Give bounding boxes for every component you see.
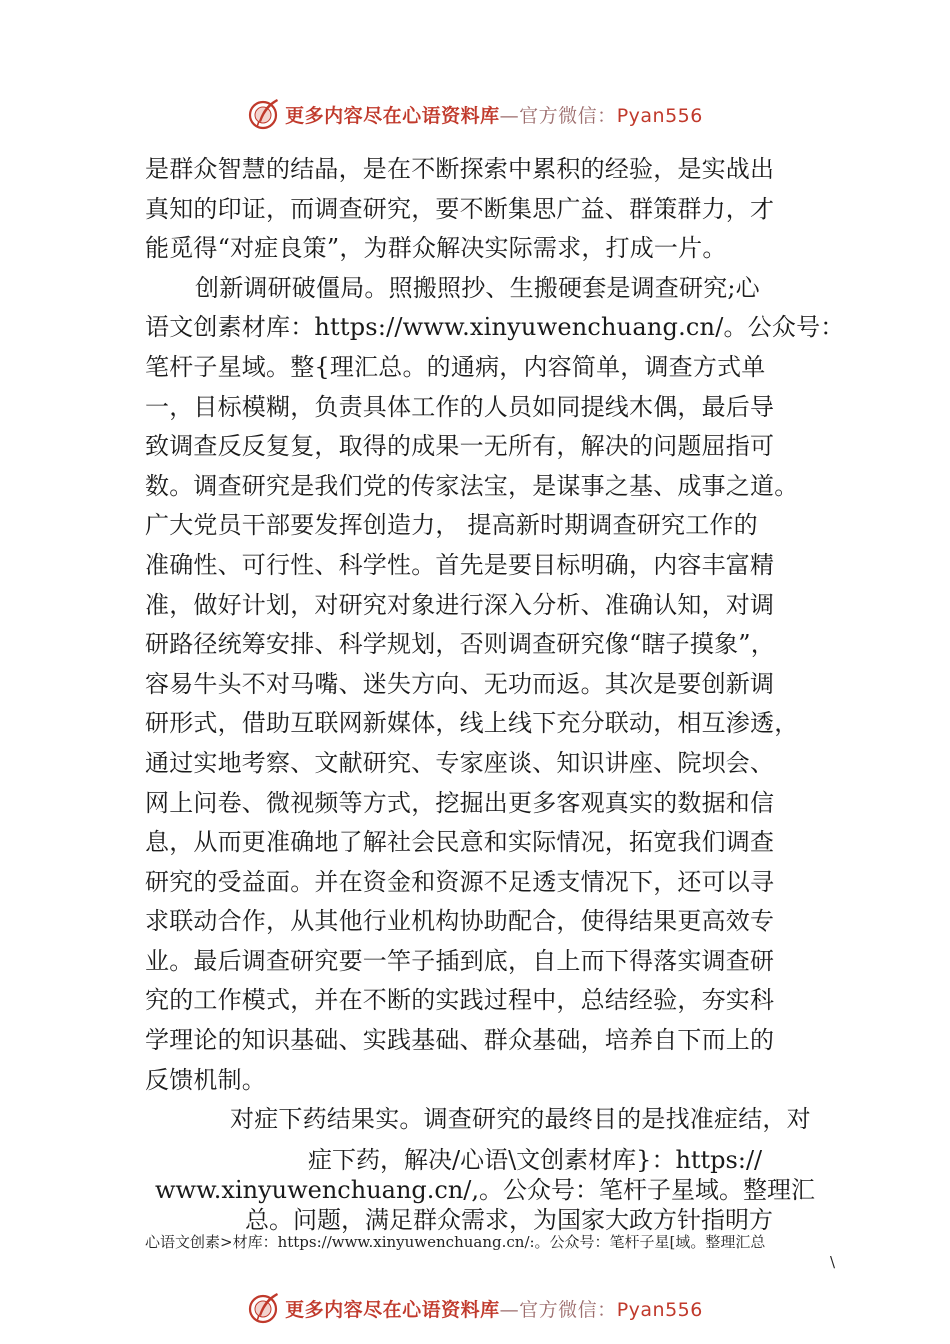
document-tail	[145, 1145, 825, 1235]
text-line: 通过实地考察、文献研究、专家座谈、知识讲座、院坝会、	[145, 748, 775, 777]
text-line: 真知的印证，而调查研究，要不断集思广益、群策群力，才	[145, 194, 775, 223]
text-line: 笔杆子星域。整{理汇总。的通病，内容简单，调查方式单	[145, 352, 766, 381]
feather-seal-logo-icon	[247, 1291, 281, 1325]
text-line: 网上问卷、微视频等方式，挖掘出更多客观真实的数据和信	[145, 788, 775, 817]
text-line: 是群众智慧的结晶，是在不断探索中累积的经验，是实战出	[145, 155, 775, 183]
text-line: 准确性、可行性、科学性。首先是要目标明确，内容丰富精	[145, 550, 775, 579]
banner-text	[285, 1295, 703, 1322]
footnote-text: 心语文创素>材库：https://www.xinyuwenchuang.cn/:。公众号：笔杆子星[域。整理汇总	[145, 1233, 766, 1251]
text-line: 研路径统筹安排、科学规划，否则调查研究像“瞎子摸象”，	[145, 630, 775, 659]
footer-banner	[0, 1288, 950, 1328]
text-line: 数。调查研究是我们党的传家法宝，是谋事之基、成事之道。	[145, 471, 799, 500]
text-line: 研究的受益面。并在资金和资源不足透支情况下，还可以寻	[145, 867, 775, 896]
tail-line: www.xinyuwenchuang.cn/,。公众号：笔杆子星域。整理汇	[155, 1176, 816, 1204]
banner-main-text: 更多内容尽在心语资料库	[285, 1298, 500, 1321]
banner-wechat-id: Pyan556	[616, 1298, 703, 1321]
text-line: 能觅得“对症良策”，为群众解决实际需求，打成一片。	[145, 234, 727, 263]
banner-wechat-id: Pyan556	[616, 104, 703, 127]
text-line: 究的工作模式，并在不断的实践过程中，总结经验，夯实科	[145, 986, 775, 1015]
text-line: 求联动合作，从其他行业机构协助配合，使得结果更高效专	[145, 907, 775, 936]
text-line: 创新调研破僵局。照搬照抄、生搬硬套是调查研究;心	[195, 273, 760, 302]
text-line: 业。最后调查研究要一竿子插到底，自上而下得落实调查研	[145, 946, 775, 975]
text-line: 容易牛头不对马嘴、迷失方向、无功而返。其次是要创新调	[145, 669, 775, 698]
text-line: 广大党员干部要发挥创造力， 提高新时期调查研究工作的	[145, 511, 758, 540]
banner-dash: —	[499, 104, 520, 127]
text-line: 语文创素材库：https://www.xinyuwenchuang.cn/。公众号：	[145, 313, 845, 342]
footnote-backslash: \	[829, 1253, 835, 1271]
text-line: 致调查反反复复，取得的成果一无所有，解决的问题屈指可	[145, 432, 775, 461]
text-line: 研形式，借助互联网新媒体，线上线下充分联动，相互渗透，	[145, 709, 799, 738]
text-line: 息，从而更准确地了解社会民意和实际情况，拓宽我们调查	[145, 828, 775, 857]
document-body	[145, 150, 845, 1140]
banner-dash: —	[499, 1298, 520, 1321]
banner-wechat-label: 官方微信：	[519, 1298, 617, 1321]
footnote	[145, 1232, 845, 1272]
tail-line: 总。问题，满足群众需求，为国家大政方针指明方	[245, 1206, 773, 1234]
feather-seal-logo-icon	[247, 97, 281, 131]
text-line: 准，做好计划，对研究对象进行深入分析、准确认知，对调	[145, 590, 775, 619]
tail-line: 症下药，解决/心语\文创素材库}：https://	[308, 1146, 763, 1174]
banner-text	[285, 101, 703, 128]
text-line: 一，目标模糊，负责具体工作的人员如同提线木偶，最后导	[145, 392, 775, 421]
text-line: 学理论的知识基础、实践基础、群众基础，培养自下而上的	[145, 1026, 775, 1055]
text-line: 反馈机制。	[145, 1065, 266, 1094]
header-banner	[0, 94, 950, 134]
banner-wechat-label: 官方微信：	[519, 104, 617, 127]
banner-main-text: 更多内容尽在心语资料库	[285, 104, 500, 127]
text-line: 对症下药结果实。调查研究的最终目的是找准症结，对	[230, 1105, 811, 1134]
